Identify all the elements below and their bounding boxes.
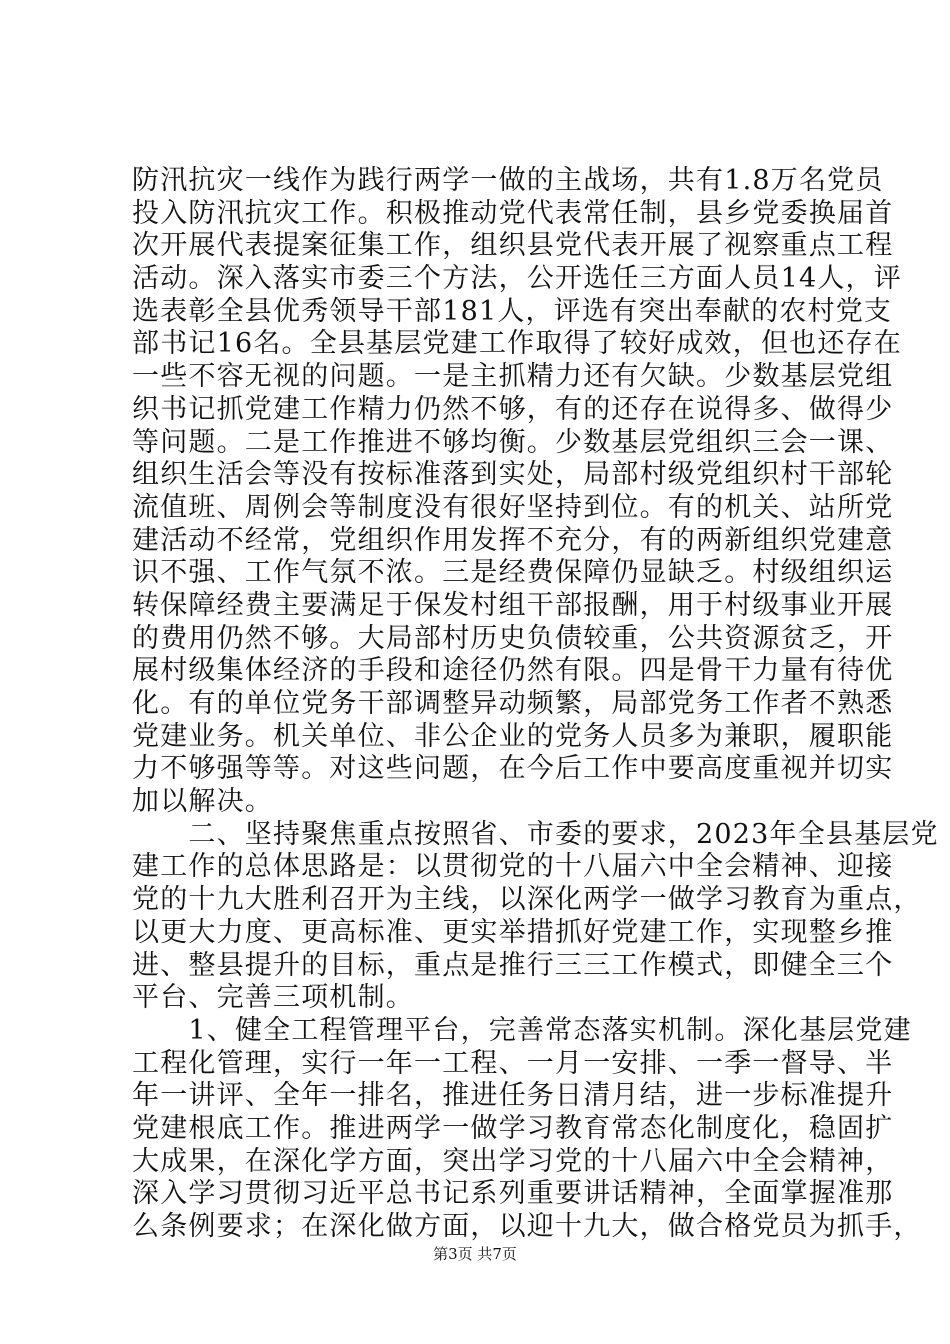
text-line: 党的十九大胜利召开为主线，以深化两学一做学习教育为重点， <box>132 884 922 916</box>
text-line: 力不够强等等。对这些问题，在今后工作中要高度重视并切实 <box>132 753 894 785</box>
text-line: 选表彰全县优秀领导干部181人，评选有突出奉献的农村党支 <box>132 295 893 327</box>
text-line: 建活动不经常，党组织作用发挥不充分，有的两新组织党建意 <box>132 524 894 556</box>
text-line: 转保障经费主要满足于保发村组干部报酬，用于村级事业开展 <box>132 589 894 621</box>
text-line: 以更大力度、更高标准、更实举措抓好党建工作，实现整乡推 <box>132 916 894 948</box>
text-line: 防汛抗灾一线作为践行两学一做的主战场，共有1.8万名党员 <box>132 165 884 196</box>
text-line: 织书记抓党建工作精力仍然不够，有的还存在说得多、做得少 <box>132 393 894 425</box>
text-line: 流值班、周例会等制度没有很好坚持到位。有的机关、站所党 <box>132 491 894 523</box>
page-number-footer: 第3页 共7页 <box>433 1245 517 1263</box>
text-line: 展村级集体经济的手段和途径仍然有限。四是骨干力量有待优 <box>132 655 894 687</box>
text-line: 化。有的单位党务干部调整异动频繁，局部党务工作者不熟悉 <box>132 688 894 719</box>
text-line: 投入防汛抗灾工作。积极推动党代表常任制，县乡党委换届首 <box>132 197 894 229</box>
text-line: 一些不容无视的问题。一是主抓精力还有欠缺。少数基层党组 <box>132 361 894 393</box>
text-line: 识不强、工作气氛不浓。三是经费保障仍显缺乏。村级组织运 <box>132 557 894 589</box>
text-line: 次开展代表提案征集工作，组织县党代表开展了视察重点工程 <box>132 230 894 262</box>
text-line: 年一讲评、全年一排名，推进任务日清月结，进一步标准提升 <box>132 1080 894 1112</box>
text-line: 平台、完善三项机制。 <box>132 982 414 1014</box>
text-line: 党建业务。机关单位、非公企业的党务人员多为兼职，履职能 <box>132 720 894 752</box>
text-line: 么条例要求；在深化做方面，以迎十九大，做合格党员为抓手， <box>132 1211 922 1242</box>
text-line: 党建根底工作。推进两学一做学习教育常态化制度化，稳固扩 <box>132 1112 894 1144</box>
paragraph-heading-line: 二、坚持聚焦重点按照省、市委的要求，2023年全县基层党 <box>132 818 939 850</box>
text-line: 等问题。二是工作推进不够均衡。少数基层党组织三会一课、 <box>132 426 894 458</box>
text-line: 部书记16名。全县基层党建工作取得了较好成效，但也还存在 <box>132 328 902 360</box>
text-line: 加以解决。 <box>132 786 273 818</box>
paragraph-heading-line: 1、健全工程管理平台，完善常态落实机制。深化基层党建 <box>132 1014 912 1046</box>
text-line: 组织生活会等没有按标准落到实处，局部村级党组织村干部轮 <box>132 459 894 491</box>
body-text <box>132 165 939 1244</box>
text-line: 活动。深入落实市委三个方法，公开选任三方面人员14人，评 <box>132 263 902 295</box>
text-line: 工程化管理，实行一年一工程、一月一安排、一季一督导、半 <box>132 1047 894 1079</box>
text-line: 建工作的总体思路是：以贯彻党的十八届六中全会精神、迎接 <box>132 851 894 883</box>
text-line: 深入学习贯彻习近平总书记系列重要讲话精神，全面掌握准那 <box>132 1178 894 1210</box>
text-line: 的费用仍然不够。大局部村历史负债较重，公共资源贫乏，开 <box>132 622 894 654</box>
text-line: 大成果，在深化学方面，突出学习党的十八届六中全会精神， <box>132 1145 894 1177</box>
text-line: 进、整县提升的目标，重点是推行三三工作模式，即健全三个 <box>132 949 894 981</box>
